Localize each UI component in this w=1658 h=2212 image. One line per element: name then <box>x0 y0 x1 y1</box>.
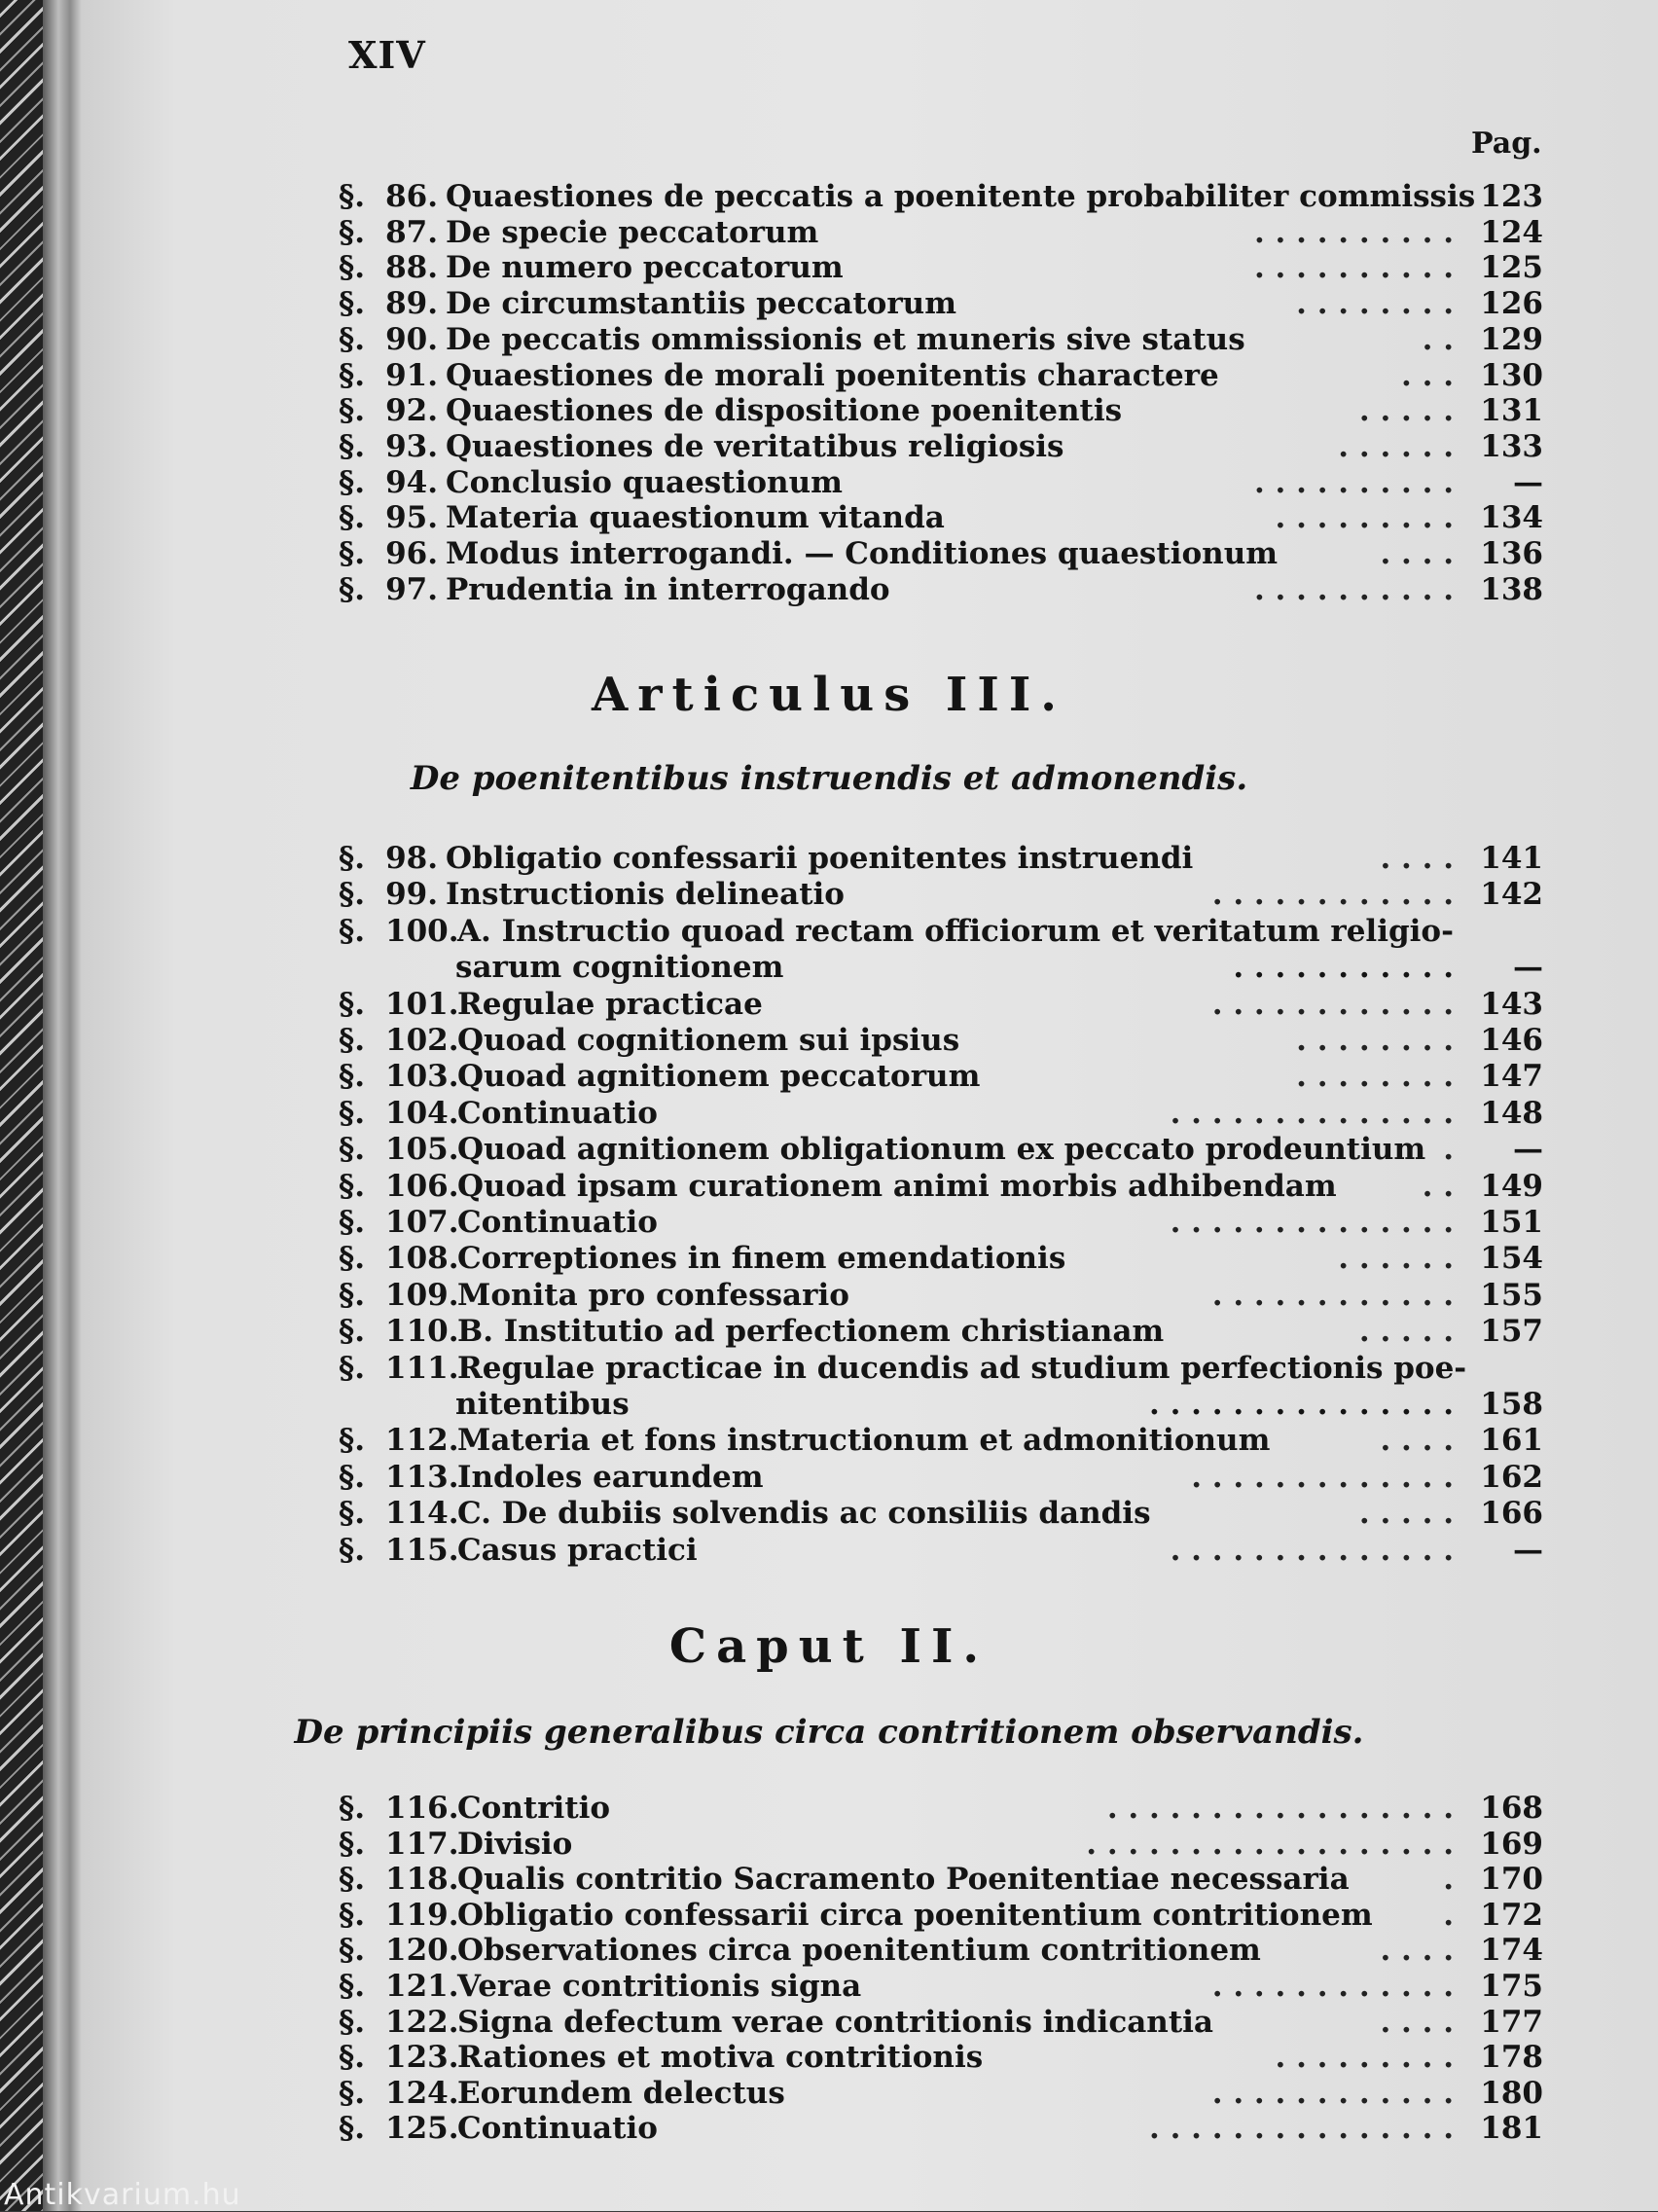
toc-entry <box>339 1059 1543 1095</box>
leader-dots: . . . <box>1401 357 1454 393</box>
toc-entry-title: Continuatio <box>457 1205 658 1240</box>
leader-dots: . . . . . <box>1358 1314 1454 1350</box>
toc-entry-number: 101. <box>385 986 459 1022</box>
toc-entry <box>339 1933 1543 1969</box>
toc-entry-title: De circumstantiis peccatorum <box>446 286 957 322</box>
section-mark: §. <box>339 357 366 393</box>
toc-entry-number: 115. <box>385 1532 459 1568</box>
toc-entry-title: B. Institutio ad perfectionem christianam <box>457 1314 1165 1350</box>
toc-entry-number: 102. <box>385 1023 459 1058</box>
section-mark: §. <box>339 428 366 464</box>
leader-dots: . . . . <box>1380 1423 1454 1459</box>
toc-entry-number: 118. <box>385 1862 459 1898</box>
toc-entry <box>339 1898 1543 1934</box>
toc-entry-page: — <box>1513 464 1543 500</box>
toc-entry <box>339 1023 1543 1059</box>
leader-dots: . . . . . . . . . . . . . . . . . <box>1106 1791 1454 1826</box>
toc-entry-number: 88. <box>385 250 438 286</box>
section-mark: §. <box>339 1496 366 1532</box>
toc-entry-page: 181 <box>1480 2111 1543 2147</box>
toc-entry <box>339 1205 1543 1241</box>
toc-entry-number: 109. <box>385 1277 459 1313</box>
section-mark: §. <box>339 1423 366 1459</box>
toc-entry-page: 124 <box>1480 214 1543 250</box>
leader-dots: . . <box>1422 321 1454 357</box>
toc-entry <box>339 179 1543 215</box>
leader-dots: . . . . . . . . <box>1296 1023 1454 1058</box>
toc-entry-number: 111. <box>385 1350 459 1386</box>
toc-entry-title: Continuatio <box>457 1095 658 1131</box>
section-mark: §. <box>339 1933 366 1969</box>
toc-entry-page: 130 <box>1480 357 1543 393</box>
leader-dots: . . . . . . . . . . . . . . <box>1170 1532 1454 1568</box>
toc-entry <box>339 2111 1543 2147</box>
toc-entry-page: 158 <box>1480 1387 1543 1422</box>
toc-entry-number: 95. <box>385 500 438 536</box>
toc-entry <box>339 215 1543 251</box>
articulus-heading: Articulus III. <box>592 668 1066 722</box>
toc-entry <box>339 1314 1543 1350</box>
leader-dots: . . . . <box>1380 841 1454 876</box>
section-mark: §. <box>339 913 366 949</box>
leader-dots: . . . . <box>1380 536 1454 571</box>
toc-entry-title: Qualis contritio Sacramento Poenitentiae necessaria <box>457 1862 1350 1898</box>
toc-entry <box>339 536 1543 572</box>
toc-entry-number: 87. <box>385 214 438 250</box>
caput-subheading: De principiis generalibus circa contritionem observandis. <box>294 1713 1364 1752</box>
toc-entry-title: sarum cognitionem <box>455 950 784 986</box>
leader-dots: . . . . . . . . . . . . <box>1211 877 1454 913</box>
section-mark: §. <box>339 1168 366 1204</box>
section-mark: §. <box>339 1314 366 1350</box>
section-mark: §. <box>339 1132 366 1168</box>
page-folio: XIV <box>348 33 426 77</box>
section-mark: §. <box>339 500 366 536</box>
toc-entry-title: C. De dubiis solvendis ac consiliis dandis <box>457 1496 1151 1532</box>
articulus-subheading: De poenitentibus instruendis et admonendis. <box>410 759 1248 798</box>
section-mark: §. <box>339 1059 366 1095</box>
toc-entry-title: A. Instructio quoad rectam officiorum et veritatum religio- <box>457 913 1454 949</box>
toc-entry <box>339 250 1543 286</box>
toc-entry-title: De numero peccatorum <box>446 250 844 286</box>
toc-entry-number: 103. <box>385 1059 459 1095</box>
toc-entry <box>339 987 1543 1023</box>
leader-dots: . . . . . . . . . . <box>1253 464 1454 500</box>
toc-entry-title: Quaestiones de morali poenitentis charactere <box>446 357 1219 393</box>
toc-entry-page: 149 <box>1480 1168 1543 1204</box>
toc-entry <box>339 1132 1543 1168</box>
toc-entry-page: 170 <box>1480 1862 1543 1898</box>
toc-entry-title: Modus interrogandi. — Conditiones quaestionum <box>446 536 1279 571</box>
toc-entry-page: 138 <box>1480 571 1543 607</box>
toc-entry-number: 89. <box>385 286 438 322</box>
leader-dots: . . . . . . . . . . . . . . . <box>1149 2111 1454 2147</box>
toc-entry-number: 92. <box>385 393 438 429</box>
leader-dots: . . . . . . . . . . . . . . <box>1170 1205 1454 1240</box>
toc-entry-number: 107. <box>385 1205 459 1240</box>
toc-entry-page: 151 <box>1480 1205 1543 1240</box>
page-column-label: Pag. <box>1471 127 1542 161</box>
leader-dots: . . . . . . . . . . . . . . . . . . <box>1086 1826 1454 1862</box>
section-mark: §. <box>339 571 366 607</box>
toc-entry <box>339 2040 1543 2076</box>
toc-entry <box>339 1827 1543 1863</box>
leader-dots: . . . . . . . . . <box>1275 2040 1454 2076</box>
toc-entry <box>339 2076 1543 2112</box>
toc-entry-page: 126 <box>1480 286 1543 322</box>
toc-entry-title: Rationes et motiva contritionis <box>457 2040 984 2076</box>
section-mark: §. <box>339 321 366 357</box>
section-mark: §. <box>339 1897 366 1933</box>
toc-entry-number: 99. <box>385 877 438 913</box>
toc-entry-number: 112. <box>385 1423 459 1459</box>
leader-dots: . . . . . . . . . . . . . . . <box>1149 1387 1454 1422</box>
section-mark: §. <box>339 393 366 429</box>
toc-entry-title: Obligatio confessarii poenitentes instruendi <box>446 841 1194 876</box>
toc-entry <box>339 393 1543 429</box>
toc-entry-number: 90. <box>385 321 438 357</box>
toc-entry-page: — <box>1513 950 1543 986</box>
toc-entry-page: 169 <box>1480 1826 1543 1862</box>
toc-entry-number: 100. <box>385 913 459 949</box>
toc-entry-number: 119. <box>385 1897 459 1933</box>
toc-entry-page: 157 <box>1480 1314 1543 1350</box>
leader-dots: . . . . . . . . <box>1296 1059 1454 1095</box>
toc-entry <box>339 1169 1543 1205</box>
section-mark: §. <box>339 179 366 214</box>
toc-entry-page: 175 <box>1480 1969 1543 2004</box>
toc-entry <box>339 1278 1543 1314</box>
toc-entry-title: Quoad agnitionem obligationum ex peccato prodeuntium <box>457 1132 1426 1168</box>
leader-dots: . . . . . . . . . . . . . <box>1191 1459 1454 1495</box>
toc-entry <box>339 1969 1543 2005</box>
section-mark: §. <box>339 2004 366 2040</box>
leader-dots: . . . . . . . . . . . . <box>1211 1277 1454 1313</box>
toc-entry <box>339 465 1543 501</box>
toc-entry-title: Observationes circa poenitentium contritionem <box>457 1933 1261 1969</box>
toc-entry-title: Verae contritionis signa <box>457 1969 862 2004</box>
toc-entry-number: 98. <box>385 841 438 876</box>
toc-entry <box>339 914 1543 950</box>
toc-entry <box>339 1496 1543 1532</box>
toc-entry-continuation <box>455 1387 1543 1423</box>
toc-entry-title: Quaestiones de dispositione poenitentis <box>446 393 1123 429</box>
toc-entry-title: Quoad ipsam curationem animi morbis adhibendam <box>457 1168 1337 1204</box>
toc-entry-number: 116. <box>385 1791 459 1826</box>
toc-entry-page: 147 <box>1480 1059 1543 1095</box>
toc-entry-page: 172 <box>1480 1897 1543 1933</box>
toc-entry-title: Conclusio quaestionum <box>446 464 843 500</box>
section-mark: §. <box>339 464 366 500</box>
toc-entry-title: Prudentia in interrogando <box>446 571 890 607</box>
section-mark: §. <box>339 250 366 286</box>
section-mark: §. <box>339 877 366 913</box>
toc-entry-page: 148 <box>1480 1095 1543 1131</box>
section-mark: §. <box>339 2040 366 2076</box>
section-mark: §. <box>339 1241 366 1277</box>
leader-dots: . . . . . . . . . . <box>1253 571 1454 607</box>
toc-entry <box>339 500 1543 536</box>
toc-entry-number: 114. <box>385 1496 459 1532</box>
leader-dots: . . . . . . . . . . <box>1253 214 1454 250</box>
section-mark: §. <box>339 1350 366 1386</box>
section-mark: §. <box>339 1459 366 1495</box>
toc-entry <box>339 1241 1543 1277</box>
toc-entry-number: 117. <box>385 1826 459 1862</box>
section-mark: §. <box>339 2075 366 2111</box>
section-mark: §. <box>339 1969 366 2004</box>
toc-entry <box>339 1862 1543 1898</box>
section-mark: §. <box>339 1862 366 1898</box>
toc-entry-page: 142 <box>1480 877 1543 913</box>
toc-entry-title: Continuatio <box>457 2111 658 2147</box>
toc-entry-number: 94. <box>385 464 438 500</box>
toc-entry-number: 96. <box>385 536 438 571</box>
toc-entry-number: 91. <box>385 357 438 393</box>
toc-entry <box>339 1791 1543 1827</box>
section-mark: §. <box>339 1095 366 1131</box>
leader-dots: . . . . . . . . . . . . <box>1211 1969 1454 2004</box>
section-mark: §. <box>339 986 366 1022</box>
toc-entry-title: Materia et fons instructionum et admonitionum <box>457 1423 1271 1459</box>
leader-dots: . . . . <box>1380 1933 1454 1969</box>
section-mark: §. <box>339 2111 366 2147</box>
toc-entry-title: Divisio <box>457 1826 573 1862</box>
toc-entry-page: 136 <box>1480 536 1543 571</box>
section-mark: §. <box>339 536 366 571</box>
toc-entry-number: 108. <box>385 1241 459 1277</box>
toc-entry-title: nitentibus <box>455 1387 630 1422</box>
leader-dots: . . . . . <box>1358 1496 1454 1532</box>
toc-entry-number: 120. <box>385 1933 459 1969</box>
toc-entry <box>339 1351 1543 1387</box>
book-spine-edge <box>0 0 43 2211</box>
toc-entry-title: Eorundem delectus <box>457 2075 785 2111</box>
toc-entry-number: 86. <box>385 179 438 214</box>
leader-dots: . <box>1443 1862 1454 1898</box>
leader-dots: . . . . . . . . . . . . . . <box>1170 1095 1454 1131</box>
leader-dots: . . <box>1422 1168 1454 1204</box>
toc-entry-number: 93. <box>385 428 438 464</box>
toc-entry-title: Correptiones in finem emendationis <box>457 1241 1066 1277</box>
toc-entry <box>339 322 1543 358</box>
toc-entry-number: 121. <box>385 1969 459 2004</box>
toc-entry <box>339 1096 1543 1132</box>
toc-entry-title: Indoles earundem <box>457 1459 764 1495</box>
toc-entry-page: 161 <box>1480 1423 1543 1459</box>
toc-entry-page: 131 <box>1480 393 1543 429</box>
toc-entry-number: 113. <box>385 1459 459 1495</box>
toc-entry <box>339 358 1543 394</box>
toc-entry <box>339 2005 1543 2041</box>
toc-entry-number: 105. <box>385 1132 459 1168</box>
toc-entry <box>339 429 1543 465</box>
toc-entry-title: Signa defectum verae contritionis indicantia <box>457 2004 1214 2040</box>
section-mark: §. <box>339 1277 366 1313</box>
leader-dots: . <box>1443 1897 1454 1933</box>
toc-entry-continuation <box>455 950 1543 986</box>
toc-entry-page: — <box>1513 1532 1543 1568</box>
toc-entry-title: De peccatis ommissionis et muneris sive status <box>446 321 1245 357</box>
toc-entry-page: 133 <box>1480 428 1543 464</box>
toc-entry <box>339 1533 1543 1569</box>
toc-entry-page: 162 <box>1480 1459 1543 1495</box>
toc-entry-title: Quaestiones de veritatibus religiosis <box>446 428 1064 464</box>
toc-entry-title: Quoad cognitionem sui ipsius <box>457 1023 960 1058</box>
toc-entry-title: Casus practici <box>457 1532 698 1568</box>
toc-entry-number: 104. <box>385 1095 459 1131</box>
toc-entry <box>339 572 1543 608</box>
toc-entry <box>339 286 1543 322</box>
toc-entry-page: 168 <box>1480 1791 1543 1826</box>
section-mark: §. <box>339 214 366 250</box>
toc-entry <box>339 1460 1543 1496</box>
toc-entry-page: 178 <box>1480 2040 1543 2076</box>
toc-entry-title: Monita pro confessario <box>457 1277 849 1313</box>
section-mark: §. <box>339 1791 366 1826</box>
toc-entry-page: — <box>1513 1132 1543 1168</box>
caput-heading: Caput II. <box>668 1619 990 1674</box>
toc-entry-title: Obligatio confessarii circa poenitentium contritionem <box>457 1897 1373 1933</box>
toc-entry-page: 177 <box>1480 2004 1543 2040</box>
section-mark: §. <box>339 1205 366 1240</box>
toc-entry <box>339 841 1543 877</box>
leader-dots: . . . . . . . . . . . . <box>1211 986 1454 1022</box>
toc-entry-number: 124. <box>385 2075 459 2111</box>
toc-entry-number: 122. <box>385 2004 459 2040</box>
toc-entry-page: 141 <box>1480 841 1543 876</box>
leader-dots: . . . . . . . . <box>1296 286 1454 322</box>
leader-dots: . . . . . . . . . <box>1275 500 1454 536</box>
toc-entry-title: De specie peccatorum <box>446 214 819 250</box>
toc-entry-page: 174 <box>1480 1933 1543 1969</box>
leader-dots: . . . . . . <box>1338 1241 1454 1277</box>
toc-entry-number: 125. <box>385 2111 459 2147</box>
leader-dots: . . . . . . . . . . . <box>1233 950 1454 986</box>
leader-dots: . . . . . <box>1358 393 1454 429</box>
watermark: Antikvarium.hu <box>4 2178 241 2212</box>
leader-dots: . . . . . . . . . . <box>1253 250 1454 286</box>
toc-entry <box>339 1423 1543 1459</box>
section-mark: §. <box>339 1826 366 1862</box>
toc-entry-title: Regulae practicae in ducendis ad studium perfectionis poe- <box>457 1350 1467 1386</box>
page-stack-edge <box>43 0 82 2211</box>
toc-entry-title: Materia quaestionum vitanda <box>446 500 945 536</box>
toc-entry-page: 125 <box>1480 250 1543 286</box>
toc-entry <box>339 877 1543 913</box>
section-mark: §. <box>339 1023 366 1058</box>
section-mark: §. <box>339 286 366 322</box>
leader-dots: . . . . <box>1380 2004 1454 2040</box>
toc-entry-title: Regulae practicae <box>457 986 763 1022</box>
toc-entry-page: 129 <box>1480 321 1543 357</box>
toc-entry-title: Instructionis delineatio <box>446 877 845 913</box>
toc-entry-number: 123. <box>385 2040 459 2076</box>
toc-entry-page: 166 <box>1480 1496 1543 1532</box>
toc-entry-title: Quaestiones de peccatis a poenitente probabiliter commissis <box>446 179 1476 214</box>
toc-entry-page: 134 <box>1480 500 1543 536</box>
toc-entry-number: 106. <box>385 1168 459 1204</box>
leader-dots: . <box>1443 1132 1454 1168</box>
leader-dots: . . . . . . . . . . . . <box>1211 2075 1454 2111</box>
section-mark: §. <box>339 841 366 876</box>
toc-entry-title: Quoad agnitionem peccatorum <box>457 1059 981 1095</box>
toc-entry-page: 143 <box>1480 986 1543 1022</box>
leader-dots: . . . . . . <box>1338 428 1454 464</box>
toc-entry-number: 110. <box>385 1314 459 1350</box>
toc-entry-page: 180 <box>1480 2075 1543 2111</box>
toc-entry-page: 146 <box>1480 1023 1543 1058</box>
toc-entry-page: 154 <box>1480 1241 1543 1277</box>
toc-entry-page: 155 <box>1480 1277 1543 1313</box>
toc-entry-title: Contritio <box>457 1791 611 1826</box>
toc-entry-number: 97. <box>385 571 438 607</box>
toc-entry-page: 123 <box>1480 179 1543 214</box>
section-mark: §. <box>339 1532 366 1568</box>
